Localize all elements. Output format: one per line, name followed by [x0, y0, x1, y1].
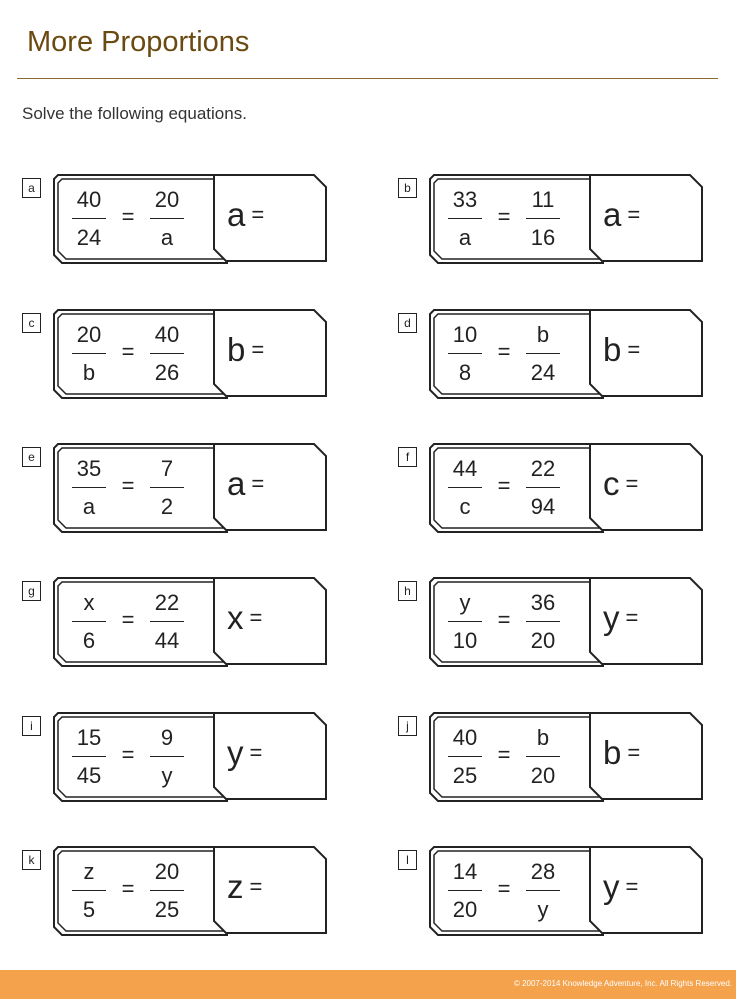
right-numerator: 36 — [530, 590, 556, 615]
answer-label — [603, 331, 640, 369]
problem-label: d — [398, 313, 417, 333]
answer-label — [603, 734, 640, 772]
left-denominator: 8 — [458, 360, 472, 385]
answer-equals: = — [625, 471, 639, 496]
problem-label: c — [22, 313, 41, 333]
fraction-bar — [150, 353, 184, 354]
fraction-bar — [150, 890, 184, 891]
problem-c — [22, 309, 342, 401]
problem-b — [398, 174, 718, 266]
fraction-bar — [526, 621, 560, 622]
fraction-bar — [526, 890, 560, 891]
right-denominator: 44 — [154, 628, 180, 653]
copyright-text: © 2007-2014 Knowledge Adventure, Inc. All Rights Reserved. — [513, 979, 732, 988]
equals-sign: = — [497, 876, 511, 901]
answer-variable: y — [227, 734, 244, 771]
answer-equals: = — [251, 337, 265, 362]
equals-sign: = — [497, 607, 511, 632]
answer-equals: = — [627, 337, 641, 362]
left-denominator: 6 — [82, 628, 96, 653]
right-numerator: 22 — [530, 456, 556, 481]
answer-equals: = — [627, 740, 641, 765]
fraction-bar — [72, 487, 106, 488]
answer-variable: a — [227, 465, 246, 502]
right-denominator: 94 — [530, 494, 556, 519]
answer-label — [603, 868, 638, 906]
fraction-bar — [526, 353, 560, 354]
left-denominator: c — [459, 494, 471, 519]
answer-variable: b — [227, 331, 246, 368]
problem-a — [22, 174, 342, 266]
answer-variable: y — [603, 599, 620, 636]
instructions-text: Solve the following equations. — [22, 104, 247, 123]
right-denominator: 16 — [530, 225, 556, 250]
answer-label — [227, 331, 264, 369]
problem-label: g — [22, 581, 41, 601]
right-denominator: a — [160, 225, 174, 250]
problem-j — [398, 712, 718, 804]
left-denominator: 25 — [452, 763, 478, 788]
right-numerator: 28 — [530, 859, 556, 884]
left-numerator: 15 — [76, 725, 102, 750]
right-denominator: 20 — [530, 628, 556, 653]
answer-variable: c — [603, 465, 620, 502]
answer-equals: = — [625, 605, 639, 630]
left-denominator: 45 — [76, 763, 102, 788]
problem-f — [398, 443, 718, 535]
answer-variable: z — [227, 868, 244, 905]
fraction-bar — [526, 487, 560, 488]
fraction-bar — [448, 621, 482, 622]
left-numerator: y — [459, 590, 471, 615]
left-denominator: 5 — [82, 897, 96, 922]
answer-equals: = — [251, 471, 265, 496]
equals-sign: = — [121, 607, 135, 632]
left-numerator: 40 — [76, 187, 102, 212]
problem-i — [22, 712, 342, 804]
answer-equals: = — [251, 202, 265, 227]
problem-label: k — [22, 850, 41, 870]
right-denominator: 2 — [160, 494, 174, 519]
answer-label — [227, 465, 264, 503]
fraction-bar — [72, 218, 106, 219]
equals-sign: = — [497, 742, 511, 767]
left-numerator: 14 — [452, 859, 478, 884]
equals-sign: = — [497, 339, 511, 364]
answer-label — [227, 599, 262, 637]
right-numerator: 20 — [154, 859, 180, 884]
answer-label — [603, 465, 638, 503]
problem-l — [398, 846, 718, 938]
answer-label — [227, 196, 264, 234]
right-numerator: 40 — [154, 322, 180, 347]
equals-sign: = — [121, 473, 135, 498]
problem-e — [22, 443, 342, 535]
right-numerator: 7 — [160, 456, 174, 481]
left-numerator: 33 — [452, 187, 478, 212]
answer-variable: y — [603, 868, 620, 905]
answer-label — [603, 599, 638, 637]
problem-label: l — [398, 850, 417, 870]
fraction-bar — [526, 218, 560, 219]
fraction-bar — [526, 756, 560, 757]
right-denominator: 20 — [530, 763, 556, 788]
left-denominator: 20 — [452, 897, 478, 922]
left-numerator: 44 — [452, 456, 478, 481]
fraction-bar — [150, 218, 184, 219]
problem-label: j — [398, 716, 417, 736]
problem-k — [22, 846, 342, 938]
left-denominator: 24 — [76, 225, 102, 250]
left-denominator: a — [82, 494, 96, 519]
problem-label: e — [22, 447, 41, 467]
right-numerator: 22 — [154, 590, 180, 615]
answer-label — [227, 734, 262, 772]
fraction-bar — [448, 487, 482, 488]
problem-label: b — [398, 178, 417, 198]
right-numerator: b — [536, 322, 550, 347]
problem-label: i — [22, 716, 41, 736]
answer-equals: = — [627, 202, 641, 227]
problem-label: a — [22, 178, 41, 198]
answer-variable: b — [603, 734, 622, 771]
fraction-bar — [150, 756, 184, 757]
equals-sign: = — [121, 876, 135, 901]
fraction-bar — [72, 890, 106, 891]
answer-variable: a — [603, 196, 622, 233]
fraction-bar — [72, 621, 106, 622]
right-numerator: 20 — [154, 187, 180, 212]
right-numerator: 9 — [160, 725, 174, 750]
answer-variable: a — [227, 196, 246, 233]
fraction-bar — [448, 890, 482, 891]
right-denominator: y — [537, 897, 549, 922]
fraction-bar — [150, 621, 184, 622]
problem-label: h — [398, 581, 417, 601]
problem-h — [398, 577, 718, 669]
footer-bar — [0, 970, 736, 999]
page-title: More Proportions — [27, 26, 250, 58]
equals-sign: = — [497, 473, 511, 498]
left-numerator: x — [83, 590, 95, 615]
left-numerator: 20 — [76, 322, 102, 347]
answer-label — [603, 196, 640, 234]
left-denominator: 10 — [452, 628, 478, 653]
fraction-bar — [150, 487, 184, 488]
answer-equals: = — [249, 874, 263, 899]
right-denominator: y — [161, 763, 173, 788]
left-denominator: a — [458, 225, 472, 250]
right-denominator: 26 — [154, 360, 180, 385]
answer-equals: = — [249, 605, 263, 630]
right-denominator: 24 — [530, 360, 556, 385]
left-numerator: 35 — [76, 456, 102, 481]
fraction-bar — [448, 756, 482, 757]
equals-sign: = — [121, 204, 135, 229]
left-numerator: z — [83, 859, 95, 884]
problem-label: f — [398, 447, 417, 467]
fraction-bar — [448, 353, 482, 354]
equals-sign: = — [121, 339, 135, 364]
fraction-bar — [72, 353, 106, 354]
answer-variable: b — [603, 331, 622, 368]
title-divider — [17, 78, 718, 79]
problem-d — [398, 309, 718, 401]
answer-equals: = — [625, 874, 639, 899]
equals-sign: = — [121, 742, 135, 767]
problem-g — [22, 577, 342, 669]
right-numerator: 11 — [531, 187, 555, 212]
left-numerator: 40 — [452, 725, 478, 750]
answer-variable: x — [227, 599, 244, 636]
answer-equals: = — [249, 740, 263, 765]
fraction-bar — [448, 218, 482, 219]
answer-label — [227, 868, 262, 906]
right-numerator: b — [536, 725, 550, 750]
fraction-bar — [72, 756, 106, 757]
left-numerator: 10 — [452, 322, 478, 347]
equals-sign: = — [497, 204, 511, 229]
right-denominator: 25 — [154, 897, 180, 922]
left-denominator: b — [82, 360, 96, 385]
